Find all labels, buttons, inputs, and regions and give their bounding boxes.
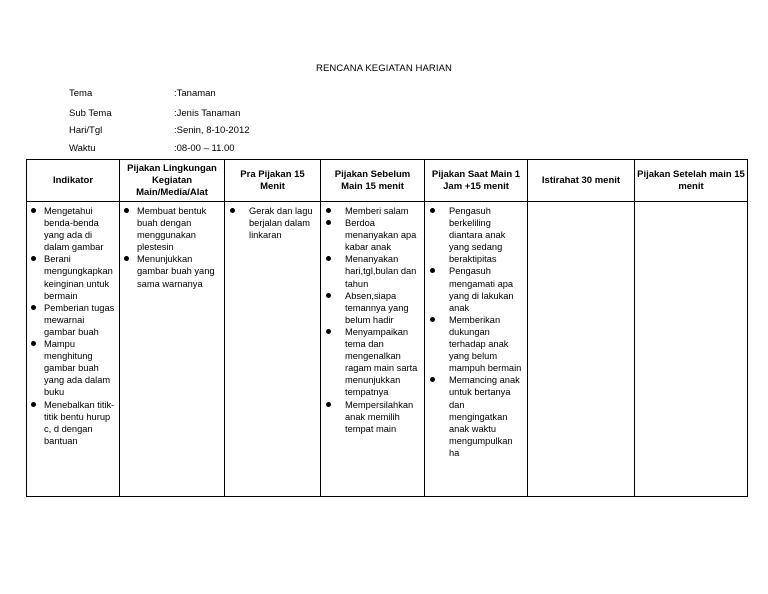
bullet-icon	[326, 402, 331, 407]
page-title: RENCANA KEGIATAN HARIAN	[315, 63, 453, 74]
table-header-row	[27, 160, 748, 202]
cell-pra-pijakan	[225, 202, 321, 497]
list-item	[427, 265, 525, 313]
list-item-text: Absen,siapa temannya yang belum hadir	[345, 290, 409, 325]
list-item-text: Menunjukkan gambar buah yang sama warnanya	[137, 254, 215, 289]
list-item-text: Memancing anak untuk bertanya dan mengingatkan anak waktu mengumpulkan ha	[449, 375, 520, 458]
list-item	[427, 205, 525, 265]
list-item-text: Menebalkan titik-titik bentu hurup c, d dengan bantuan	[44, 399, 115, 446]
meta-value: :Jenis Tanaman	[174, 108, 241, 119]
bullet-icon	[430, 317, 435, 322]
header-pra-pijakan: Pra Pijakan 15 Menit	[225, 160, 321, 202]
bullet-icon	[326, 256, 331, 261]
header-indikator: Indikator	[27, 160, 120, 202]
header-pijakan-saat: Pijakan Saat Main 1 Jam +15 menit	[425, 160, 528, 202]
list-item	[323, 290, 422, 326]
list-item-text: Mempersilahkan anak memilih tempat main	[345, 399, 414, 434]
list-item-text: Mengetahui benda-benda yang ada di dalam gambar	[44, 206, 104, 253]
bullet-icon	[31, 341, 36, 346]
bullet-icon	[124, 256, 129, 261]
bullet-icon	[326, 329, 331, 334]
list-item-text: Berani mengungkapkan keinginan untuk bermain	[44, 254, 113, 301]
bullet-icon	[430, 377, 435, 382]
bullet-icon	[430, 208, 435, 213]
meta-label: Sub Tema	[69, 108, 112, 119]
meta-label: Hari/Tgl	[69, 125, 103, 136]
table-row	[27, 202, 748, 497]
header-pijakan-setelah: Pijakan Setelah main 15 menit	[635, 160, 748, 202]
bullet-icon	[326, 208, 331, 213]
list-item	[323, 326, 422, 399]
list-item-text: Pemberian tugas mewarnai gambar buah	[44, 302, 115, 337]
bullet-icon	[430, 268, 435, 273]
pijakan-saat-list	[427, 205, 525, 459]
list-item	[323, 217, 422, 253]
list-item-text: Berdoa menanyakan apa kabar anak	[345, 218, 417, 253]
cell-pijakan-setelah	[635, 202, 748, 497]
list-item-text: Memberi salam	[345, 206, 409, 216]
list-item-text: Membuat bentuk buah dengan menggunakan plestesin	[137, 206, 207, 253]
list-item	[323, 399, 422, 435]
list-item	[427, 374, 525, 459]
meta-value: :Tanaman	[174, 88, 216, 99]
bullet-icon	[326, 220, 331, 225]
cell-istirahat	[528, 202, 635, 497]
bullet-icon	[230, 208, 235, 213]
pijakan-lingkungan-list	[122, 205, 222, 290]
activity-plan-table	[26, 159, 748, 497]
list-item	[427, 314, 525, 374]
list-item-text: Pengasuh berkeliling diantara anak yang sedang beraktipitas	[449, 206, 506, 265]
meta-value: :Senin, 8-10-2012	[174, 125, 250, 136]
meta-value: :08-00 – 11.00	[174, 143, 235, 154]
bullet-icon	[31, 305, 36, 310]
cell-pijakan-saat	[425, 202, 528, 497]
meta-label: Tema	[69, 88, 93, 99]
list-item-text: Gerak dan lagu berjalan dalam linkaran	[249, 206, 313, 241]
list-item	[29, 205, 117, 253]
list-item-text: Memberikan dukungan terhadap anak yang belum mampuh bermain	[449, 314, 522, 374]
pra-pijakan-list	[227, 205, 318, 241]
list-item	[29, 338, 117, 398]
list-item-text: Mampu menghitung gambar buah yang ada dalam buku	[44, 339, 111, 398]
list-item	[323, 205, 422, 217]
list-item-text: Pengasuh mengamati apa yang di lakukan anak	[449, 266, 514, 313]
header-istirahat: Istirahat 30 menit	[528, 160, 635, 202]
bullet-icon	[31, 402, 36, 407]
cell-pijakan-sebelum	[321, 202, 425, 497]
list-item	[122, 205, 222, 253]
bullet-icon	[326, 293, 331, 298]
list-item-text: Menanyakan hari,tgl,bulan dan tahun	[345, 254, 417, 289]
bullet-icon	[31, 208, 36, 213]
cell-indikator	[27, 202, 120, 497]
meta-label: Waktu	[69, 143, 96, 154]
header-pijakan-lingkungan: Pijakan Lingkungan Kegiatan Main/Media/Alat	[120, 160, 225, 202]
cell-pijakan-lingkungan	[120, 202, 225, 497]
list-item	[29, 399, 117, 447]
bullet-icon	[124, 208, 129, 213]
list-item	[227, 205, 318, 241]
bullet-icon	[31, 256, 36, 261]
header-pijakan-sebelum: Pijakan Sebelum Main 15 menit	[321, 160, 425, 202]
list-item	[323, 253, 422, 289]
indikator-list	[29, 205, 117, 447]
list-item	[122, 253, 222, 289]
list-item	[29, 253, 117, 301]
list-item-text: Menyampaikan tema dan mengenalkan ragam main sarta menunjukkan tempatnya	[345, 326, 418, 398]
list-item	[29, 302, 117, 338]
pijakan-sebelum-list	[323, 205, 422, 435]
